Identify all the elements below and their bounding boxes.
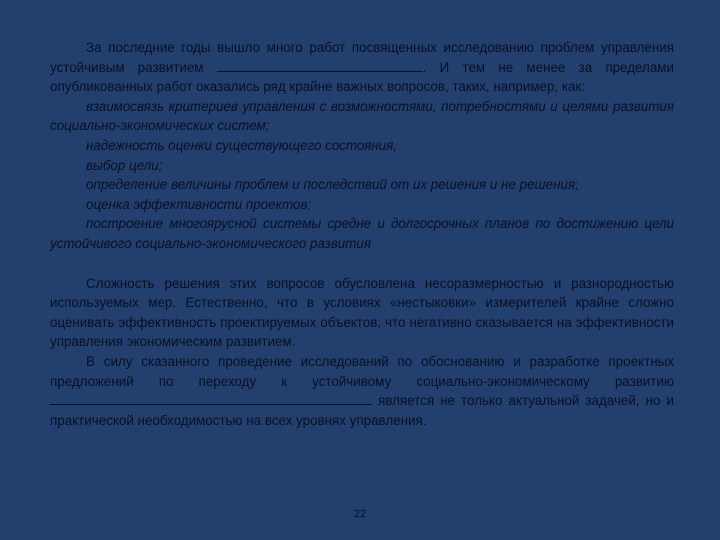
intro-line-1: За последние годы вышло много работ посвященных исследованию проблем	[86, 40, 595, 55]
blank-line-1	[217, 59, 423, 72]
list-item: оценка эффективности проектов;	[86, 196, 312, 212]
complexity-paragraph: Сложность решения этих вопросов обусловлена несоразмерностью и разнородностью используемых мер. Естественно, что в условиях «нестыковки» измерителей крайне сложно оценивать эффективность проектируемых объектов, что негативно сказывается на эффективности управления экономическим развитием.	[50, 275, 674, 350]
list-item: определение величины проблем и последствий от их решения и не решения;	[86, 177, 579, 193]
page-number: 22	[353, 508, 367, 520]
list-item: выбор цели;	[86, 157, 163, 173]
conclusion-end: является не только актуальной задачей, но и практической необходимостью на всех уровнях управления.	[50, 393, 674, 428]
intro-paragraph	[50, 38, 674, 97]
list-item: надежность оценки существующего состояния,	[86, 137, 397, 153]
intro-line-2-start: управления устойчивым развитием	[50, 40, 674, 75]
intro-rest: пределами опубликованных работ оказались ряд крайне важных вопросов, таких, например, как:	[50, 59, 674, 95]
conclusion-start: В силу сказанного проведение исследований по обоснованию и разработке проектных предложений по переходу к устойчивому социально-экономическому развитию	[50, 353, 674, 389]
conclusion-paragraph	[50, 352, 674, 430]
list-item: взаимосвязь критериев управления с возможностями, потребностями и целями развития социально-экономических систем;	[50, 98, 674, 134]
slide-content	[50, 38, 674, 430]
blank-line-2	[50, 392, 372, 405]
intro-line-2-end: . И тем не менее за	[422, 59, 593, 75]
list-item: построение многоярусной системы средне и долгосрочных планов по достижению цели устойчивого социально-экономического развития	[50, 216, 674, 251]
paragraph-spacer	[50, 254, 674, 274]
